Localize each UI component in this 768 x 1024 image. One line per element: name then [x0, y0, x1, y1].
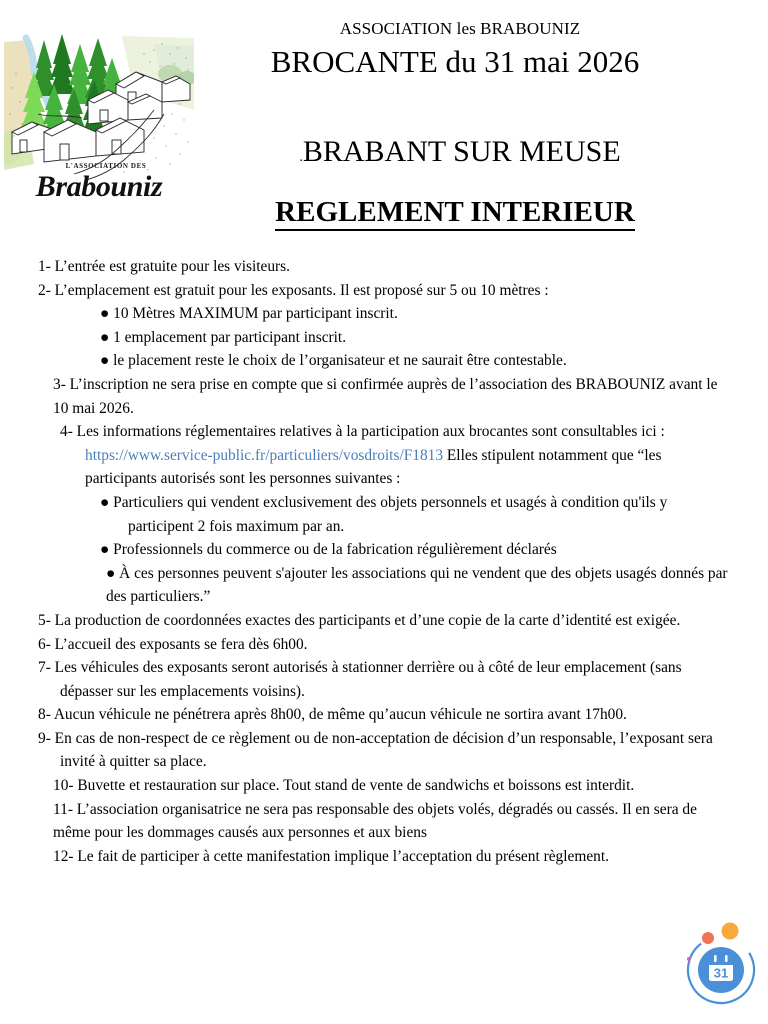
rule-bullet: ● À ces personnes peuvent s'ajouter les associations qui ne vendent que des objets usagés donnés par des particuliers.” [106, 564, 728, 606]
rule-bullet: ● Particuliers qui vendent exclusivement des objets personnels et usagés à condition qu'ils y participent 2 fois maximum par an. [100, 493, 668, 535]
calendar-date-badge [678, 922, 760, 1008]
leading-dot: . [299, 150, 303, 165]
rule-paragraph: 10- Buvette et restauration sur place. Tout stand de vente de sandwichs et boissons est interdit. [53, 777, 635, 795]
rule-paragraph: 6- L’accueil des exposants se fera dès 6h00. [38, 635, 308, 653]
event-location [190, 135, 730, 169]
logo-wordmark: Brabouniz [35, 170, 163, 203]
rule-paragraph-with-link: 4- Les informations réglementaires relatives à la participation aux brocantes sont consultables ici : https://www.service-public.fr/particuliers/vosdroits/F1813 Elles stipulent notamment que “les participants autorisés sont les personnes suivantes : [60, 423, 665, 488]
rule-paragraph: 7- Les véhicules des exposants seront autorisés à stationner derrière ou à côté de leur emplacement (sans dépasser sur les emplacements voisins). [38, 659, 682, 700]
page-title-text: REGLEMENT INTERIEUR [275, 196, 635, 231]
rule-paragraph: 8- Aucun véhicule ne pénétrera après 8h00, de même qu’aucun véhicule ne sortira avant 17h00. [38, 706, 627, 724]
event-title: BROCANTE du 31 mai 2026 [270, 44, 640, 79]
rule-paragraph: 12- Le fait de participer à cette manifestation implique l’acceptation du présent règlement. [53, 847, 609, 865]
brabouniz-logo [4, 14, 194, 203]
rule-bullet: ● 1 emplacement par participant inscrit. [100, 328, 347, 346]
logo-subtitle: L'ASSOCIATION DES [65, 162, 147, 170]
rule-paragraph: 2- L’emplacement est gratuit pour les exposants. Il est proposé sur 5 ou 10 mètres : [38, 281, 549, 299]
rule-paragraph: 1- L’entrée est gratuite pour les visiteurs. [38, 258, 291, 275]
calendar-day-number: 31 [713, 965, 729, 981]
rule-bullet: ● Professionnels du commerce ou de la fabrication régulièrement déclarés [100, 541, 557, 559]
rule-bullet: ● le placement reste le choix de l’organisateur et ne saurait être contestable. [100, 352, 567, 370]
pink-dot [687, 957, 691, 961]
association-name: ASSOCIATION les BRABOUNIZ [339, 19, 581, 38]
rule-paragraph: 9- En cas de non-respect de ce règlement ou de non-acceptation de décision d’un responsable, l’exposant sera invité à quitter sa place. [38, 729, 713, 771]
rule-bullet: ● 10 Mètres MAXIMUM par participant inscrit. [100, 305, 398, 323]
event-location-text: BRABANT SUR MEUSE [302, 135, 621, 168]
rules-list [0, 255, 768, 868]
page-title [190, 196, 720, 229]
rule-paragraph: 5- La production de coordonnées exactes des participants et d’une copie de la carte d’identité est exigée. [38, 611, 681, 629]
external-link[interactable]: https://www.service-public.fr/particuliers/vosdroits/F1813 [85, 446, 444, 464]
rule-paragraph: 11- L’association organisatrice ne sera pas responsable des objets volés, dégradés ou cassés. Il en sera de même pour les dommages causés aux personnes et aux biens [53, 800, 697, 842]
orange-dot [722, 923, 739, 940]
salmon-dot [702, 932, 714, 944]
rule-paragraph: 3- L’inscription ne sera prise en compte que si confirmée auprès de l’association des BRABOUNIZ avant le 10 mai 2026. [53, 375, 718, 417]
